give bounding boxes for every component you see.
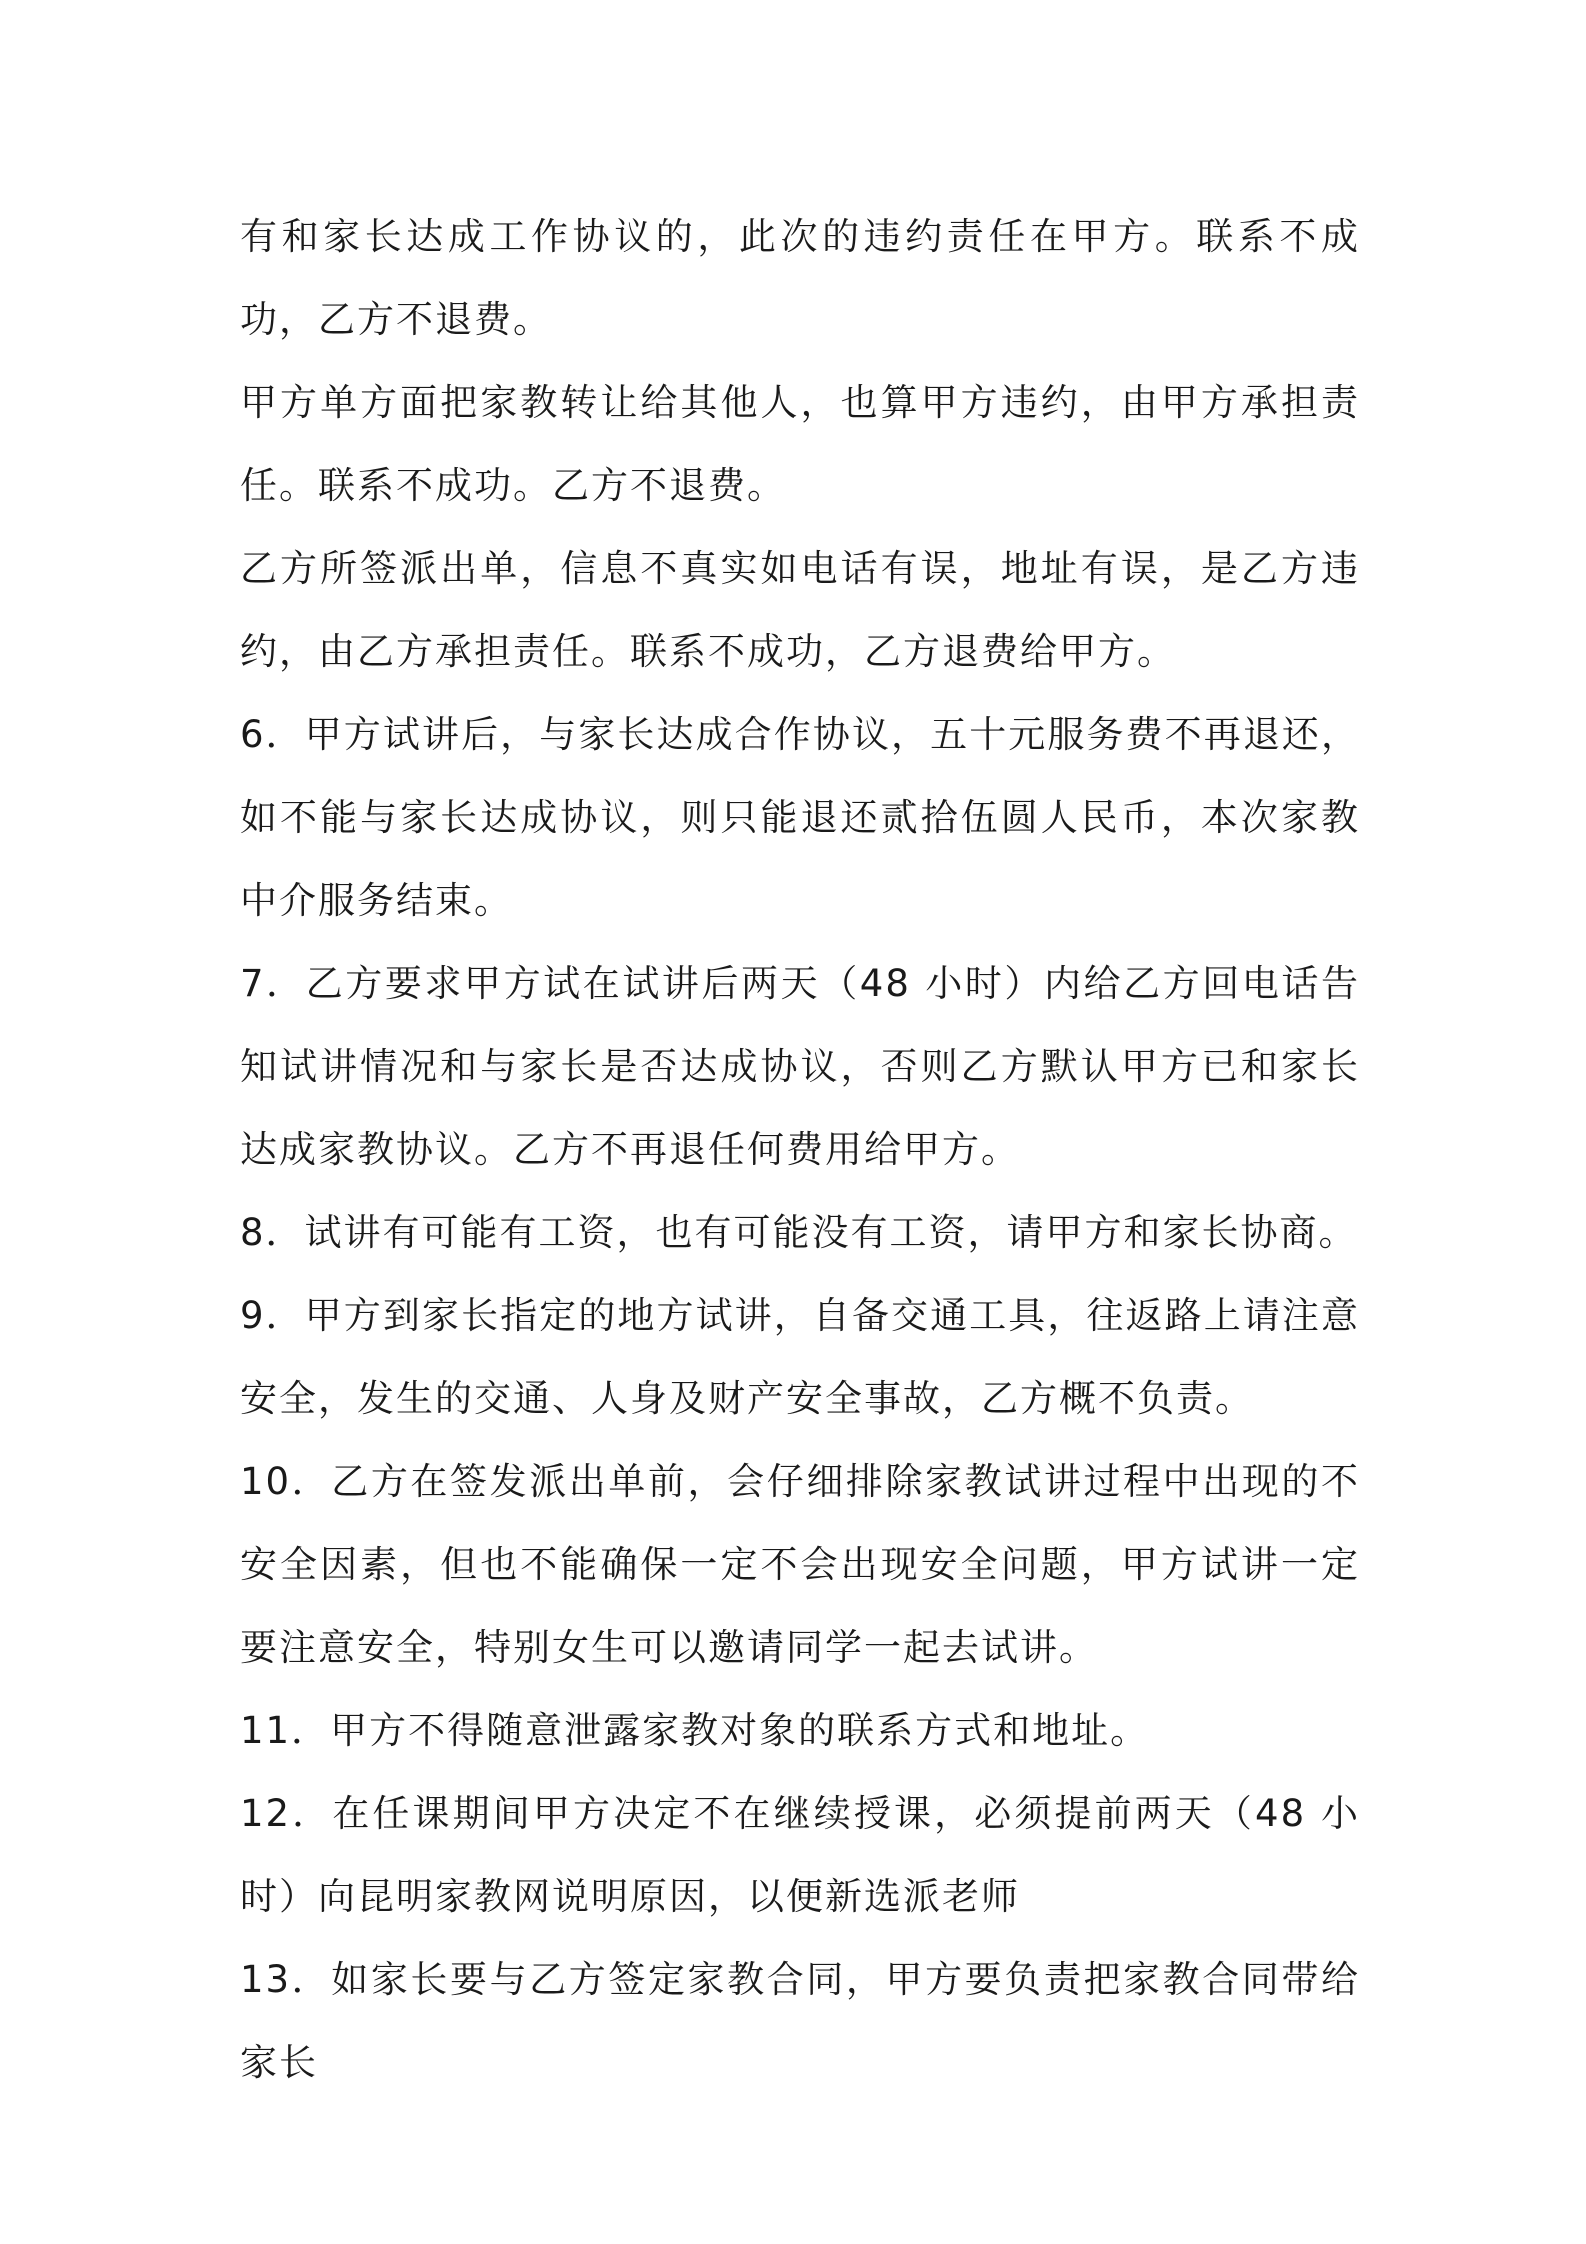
clause-8: 8．试讲有可能有工资，也有可能没有工资，请甲方和家长协商。 — [240, 1211, 1358, 1254]
clause-10: 10．乙方在签发派出单前，会仔细排除家教试讲过程中出现的不安全因素，但也不能确保一定不会出现安全问题，甲方试讲一定要注意安全，特别女生可以邀请同学一起去试讲。 — [240, 1460, 1360, 1669]
paragraph-liability-contact: 有和家长达成工作协议的，此次的违约责任在甲方。联系不成功，乙方不退费。 — [240, 215, 1360, 341]
clause-9: 9．甲方到家长指定的地方试讲，自备交通工具，往返路上请注意安全，发生的交通、人身及财产安全事故，乙方概不负责。 — [240, 1294, 1360, 1420]
paragraph-dispatch-info: 乙方所签派出单，信息不真实如电话有误，地址有误，是乙方违约，由乙方承担责任。联系不成功，乙方退费给甲方。 — [240, 547, 1360, 673]
clause-13: 13．如家长要与乙方签定家教合同，甲方要负责把家教合同带给家长 — [240, 1958, 1360, 2084]
clause-11: 11．甲方不得随意泄露家教对象的联系方式和地址。 — [240, 1709, 1150, 1752]
clause-7: 7．乙方要求甲方试在试讲后两天（48 小时）内给乙方回电话告知试讲情况和与家长是否达成协议，否则乙方默认甲方已和家长达成家教协议。乙方不再退任何费用给甲方。 — [240, 962, 1360, 1171]
clause-12: 12．在任课期间甲方决定不在继续授课，必须提前两天（48 小时）向昆明家教网说明原因，以便新选派老师 — [240, 1792, 1360, 1918]
document-body — [240, 195, 1360, 2104]
paragraph-transfer-breach: 甲方单方面把家教转让给其他人，也算甲方违约，由甲方承担责任。联系不成功。乙方不退费。 — [240, 381, 1360, 507]
clause-6: 6．甲方试讲后，与家长达成合作协议，五十元服务费不再退还，如不能与家长达成协议，则只能退还贰拾伍圆人民币，本次家教中介服务结束。 — [240, 713, 1360, 922]
